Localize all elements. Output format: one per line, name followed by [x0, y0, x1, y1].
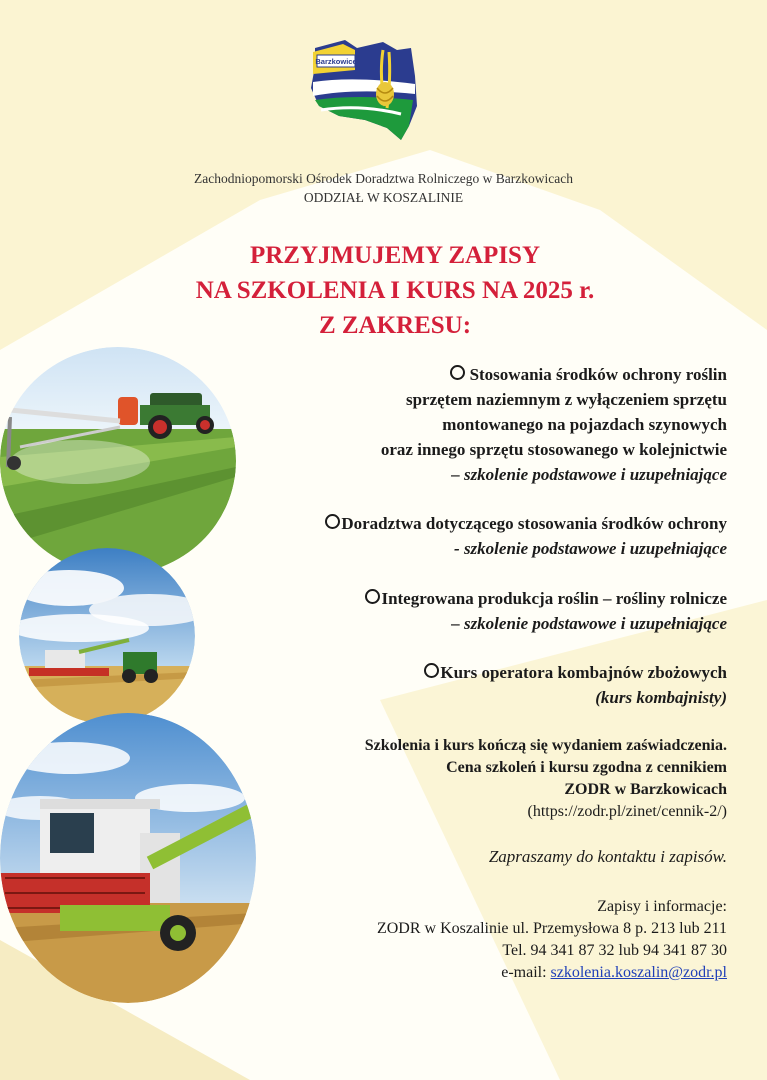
- organization-branch: ODDZIAŁ W KOSZALINIE: [303, 190, 464, 205]
- logo-label: Barzkowice: [315, 57, 357, 66]
- course-2-title: [325, 511, 727, 536]
- course-1-bullet-icon: [450, 365, 465, 380]
- info-zodr: ZODR w Barzkowicach: [564, 781, 727, 798]
- course-4-line-1: Kurs operatora kombajnów zbożowych: [440, 663, 727, 682]
- course-3-line-1: Integrowana produkcja roślin – rośliny rolnicze: [381, 589, 727, 608]
- course-2-bullet-icon: [325, 514, 340, 529]
- contact-email-link[interactable]: szkolenia.koszalin@zodr.pl: [550, 964, 727, 981]
- headline-line-3: Z ZAKRESU:: [318, 312, 472, 339]
- contact-title: Zapisy i informacje:: [597, 898, 727, 915]
- headline-line-1: PRZYJMUJEMY ZAPISY: [249, 242, 541, 269]
- course-4-bullet-icon: [424, 663, 439, 678]
- course-2-subtitle: - szkolenie podstawowe i uzupełniające: [454, 539, 727, 558]
- contact-phone: Tel. 94 341 87 32 lub 94 341 87 30: [502, 942, 727, 959]
- info-price-link[interactable]: (https://zodr.pl/zinet/cennik-2/): [527, 803, 727, 820]
- harvest-field-photo: [19, 548, 195, 724]
- course-3-title: [365, 586, 727, 611]
- sprayer-photo: [0, 347, 236, 575]
- course-2-line-1: Doradztwa dotyczącego stosowania środków ochrony: [341, 514, 727, 533]
- zodr-logo: [305, 36, 425, 148]
- course-1-title: [450, 362, 727, 387]
- course-1-line-3: montowanego na pojazdach szynowych: [442, 415, 727, 434]
- course-1-line-2: sprzętem naziemnym z wyłączeniem sprzętu: [405, 390, 727, 409]
- course-4-subtitle: (kurs kombajnisty): [595, 688, 727, 707]
- headline-line-2: NA SZKOLENIA I KURS NA 2025 r.: [195, 277, 595, 304]
- contact-address: ZODR w Koszalinie ul. Przemysłowa 8 p. 213 lub 211: [376, 920, 727, 937]
- contact-email-row: [501, 962, 727, 984]
- info-certificate: Szkolenia i kurs kończą się wydaniem zaświadczenia.: [364, 737, 727, 754]
- course-3-subtitle: – szkolenie podstawowe i uzupełniające: [451, 614, 727, 633]
- combine-harvester-photo: [0, 713, 256, 1003]
- course-4-title: [424, 660, 727, 685]
- course-1-line-1: Stosowania środków ochrony roślin: [469, 365, 727, 384]
- invite-text: Zapraszamy do kontaktu i zapisów.: [488, 847, 727, 866]
- contact-email-label: e-mail:: [501, 964, 551, 981]
- course-1-line-4: oraz innego sprzętu stosowanego w kolejnictwie: [380, 440, 727, 459]
- course-1-subtitle: – szkolenie podstawowe i uzupełniające: [451, 465, 727, 484]
- organization-name: Zachodniopomorski Ośrodek Doradztwa Rolniczego w Barzkowicach: [193, 171, 573, 186]
- info-price: Cena szkoleń i kursu zgodna z cennikiem: [446, 759, 727, 776]
- course-3-bullet-icon: [365, 589, 380, 604]
